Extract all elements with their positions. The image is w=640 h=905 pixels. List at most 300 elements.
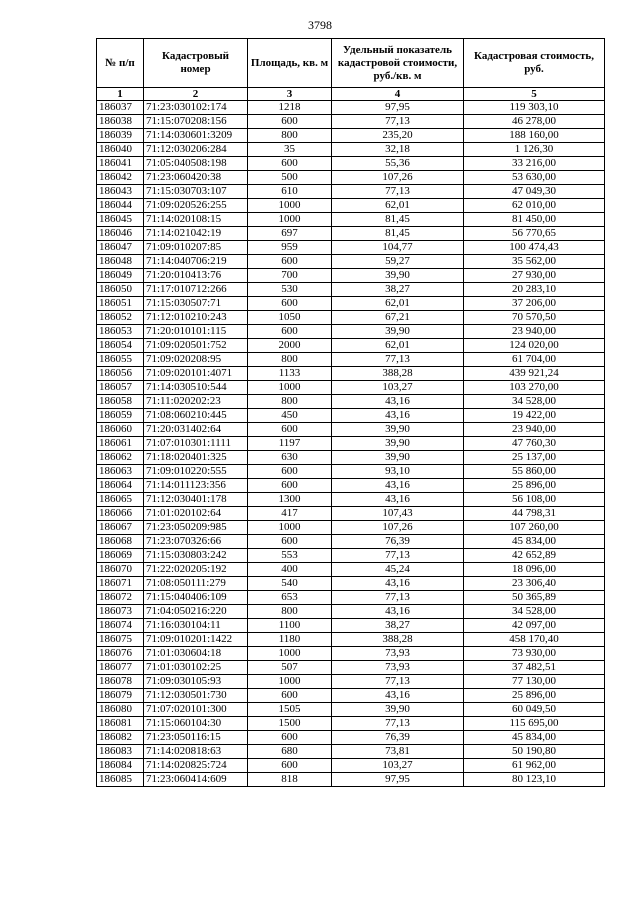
cell-cadastral-value: 25 896,00 (464, 479, 605, 493)
cell-cadastral-value: 46 278,00 (464, 115, 605, 129)
cell-cadastral-value: 188 160,00 (464, 129, 605, 143)
cell-row-number: 186076 (97, 647, 144, 661)
cell-row-number: 186079 (97, 689, 144, 703)
cell-cadastral-number: 71:07:020101:300 (144, 703, 248, 717)
cell-unit-rate: 77,13 (332, 353, 464, 367)
cell-cadastral-value: 20 283,10 (464, 283, 605, 297)
table-row (97, 157, 605, 171)
column-number: 1 (97, 88, 144, 101)
cell-area: 1000 (248, 521, 332, 535)
cell-unit-rate: 43,16 (332, 409, 464, 423)
table-row (97, 185, 605, 199)
cell-area: 800 (248, 129, 332, 143)
cell-cadastral-number: 71:12:030501:730 (144, 689, 248, 703)
cell-cadastral-number: 71:23:050116:15 (144, 731, 248, 745)
cell-cadastral-value: 73 930,00 (464, 647, 605, 661)
cell-row-number: 186041 (97, 157, 144, 171)
cell-unit-rate: 97,95 (332, 101, 464, 115)
cell-unit-rate: 73,93 (332, 647, 464, 661)
cell-cadastral-value: 439 921,24 (464, 367, 605, 381)
table-row (97, 283, 605, 297)
cell-unit-rate: 93,10 (332, 465, 464, 479)
cell-area: 630 (248, 451, 332, 465)
cell-unit-rate: 235,20 (332, 129, 464, 143)
cell-row-number: 186054 (97, 339, 144, 353)
cell-area: 600 (248, 325, 332, 339)
cell-cadastral-number: 71:15:030703:107 (144, 185, 248, 199)
cell-row-number: 186085 (97, 773, 144, 787)
cell-unit-rate: 77,13 (332, 185, 464, 199)
cell-cadastral-number: 71:12:010210:243 (144, 311, 248, 325)
cell-cadastral-number: 71:09:010207:85 (144, 241, 248, 255)
table-row (97, 143, 605, 157)
cell-cadastral-number: 71:15:030507:71 (144, 297, 248, 311)
page-number: 3798 (308, 18, 332, 32)
cell-cadastral-number: 71:12:030401:178 (144, 493, 248, 507)
cell-row-number: 186037 (97, 101, 144, 115)
cell-row-number: 186071 (97, 577, 144, 591)
cell-row-number: 186075 (97, 633, 144, 647)
header-area: Площадь, кв. м (248, 39, 332, 88)
cell-cadastral-value: 37 482,51 (464, 661, 605, 675)
cell-area: 800 (248, 605, 332, 619)
cell-cadastral-value: 23 940,00 (464, 423, 605, 437)
cell-area: 553 (248, 549, 332, 563)
cell-unit-rate: 81,45 (332, 227, 464, 241)
cell-row-number: 186070 (97, 563, 144, 577)
cell-area: 600 (248, 115, 332, 129)
cell-cadastral-value: 18 096,00 (464, 563, 605, 577)
cell-cadastral-value: 37 206,00 (464, 297, 605, 311)
cell-area: 653 (248, 591, 332, 605)
table-row (97, 479, 605, 493)
cell-cadastral-number: 71:14:040706:219 (144, 255, 248, 269)
cell-cadastral-number: 71:12:030206:284 (144, 143, 248, 157)
cell-row-number: 186044 (97, 199, 144, 213)
cell-unit-rate: 67,21 (332, 311, 464, 325)
cell-unit-rate: 388,28 (332, 367, 464, 381)
cell-row-number: 186059 (97, 409, 144, 423)
cell-cadastral-number: 71:09:020526:255 (144, 199, 248, 213)
cell-row-number: 186073 (97, 605, 144, 619)
cell-cadastral-number: 71:14:030510:544 (144, 381, 248, 395)
cell-area: 1505 (248, 703, 332, 717)
table-row (97, 199, 605, 213)
cell-cadastral-number: 71:17:010712:266 (144, 283, 248, 297)
table-row (97, 563, 605, 577)
cell-cadastral-number: 71:09:020501:752 (144, 339, 248, 353)
table-row (97, 661, 605, 675)
cell-row-number: 186052 (97, 311, 144, 325)
cell-cadastral-number: 71:14:011123:356 (144, 479, 248, 493)
cell-unit-rate: 43,16 (332, 395, 464, 409)
cell-cadastral-value: 55 860,00 (464, 465, 605, 479)
cell-cadastral-value: 50 365,89 (464, 591, 605, 605)
cell-area: 1000 (248, 199, 332, 213)
header-cadastral-value: Кадастровая стоимость, руб. (464, 39, 605, 88)
cell-cadastral-value: 34 528,00 (464, 395, 605, 409)
cell-area: 600 (248, 423, 332, 437)
cell-row-number: 186056 (97, 367, 144, 381)
cell-area: 600 (248, 157, 332, 171)
table-row (97, 521, 605, 535)
cell-area: 500 (248, 171, 332, 185)
table-row (97, 171, 605, 185)
table-row (97, 311, 605, 325)
cell-cadastral-number: 71:23:060414:609 (144, 773, 248, 787)
table-row (97, 745, 605, 759)
cell-cadastral-value: 1 126,30 (464, 143, 605, 157)
cell-cadastral-value: 25 896,00 (464, 689, 605, 703)
cell-cadastral-value: 23 940,00 (464, 325, 605, 339)
cell-area: 600 (248, 297, 332, 311)
cell-row-number: 186046 (97, 227, 144, 241)
cell-row-number: 186053 (97, 325, 144, 339)
cell-area: 1180 (248, 633, 332, 647)
table-row (97, 605, 605, 619)
cell-area: 35 (248, 143, 332, 157)
cell-unit-rate: 103,27 (332, 759, 464, 773)
cell-cadastral-number: 71:15:030803:242 (144, 549, 248, 563)
cell-cadastral-number: 71:14:020108:15 (144, 213, 248, 227)
cell-cadastral-number: 71:20:010413:76 (144, 269, 248, 283)
cell-unit-rate: 43,16 (332, 577, 464, 591)
cell-cadastral-value: 47 049,30 (464, 185, 605, 199)
cell-area: 450 (248, 409, 332, 423)
table-row (97, 255, 605, 269)
table-row (97, 115, 605, 129)
cell-unit-rate: 107,26 (332, 171, 464, 185)
table-row (97, 325, 605, 339)
cell-cadastral-number: 71:07:010301:1111 (144, 437, 248, 451)
column-number: 2 (144, 88, 248, 101)
cell-area: 800 (248, 353, 332, 367)
cell-row-number: 186067 (97, 521, 144, 535)
cell-cadastral-value: 23 306,40 (464, 577, 605, 591)
cell-cadastral-value: 56 108,00 (464, 493, 605, 507)
cell-cadastral-value: 119 303,10 (464, 101, 605, 115)
cell-unit-rate: 81,45 (332, 213, 464, 227)
table-row (97, 773, 605, 787)
cell-row-number: 186082 (97, 731, 144, 745)
cell-cadastral-value: 53 630,00 (464, 171, 605, 185)
cell-cadastral-value: 70 570,50 (464, 311, 605, 325)
table-row (97, 423, 605, 437)
column-number: 4 (332, 88, 464, 101)
cell-area: 600 (248, 731, 332, 745)
cell-row-number: 186080 (97, 703, 144, 717)
table-body (97, 101, 605, 787)
cell-row-number: 186069 (97, 549, 144, 563)
cell-unit-rate: 45,24 (332, 563, 464, 577)
cell-unit-rate: 39,90 (332, 423, 464, 437)
cell-cadastral-value: 80 123,10 (464, 773, 605, 787)
column-number: 5 (464, 88, 605, 101)
cell-cadastral-number: 71:14:030601:3209 (144, 129, 248, 143)
cell-cadastral-number: 71:23:060420:38 (144, 171, 248, 185)
cell-area: 818 (248, 773, 332, 787)
cell-row-number: 186083 (97, 745, 144, 759)
cell-unit-rate: 39,90 (332, 325, 464, 339)
cell-area: 540 (248, 577, 332, 591)
cell-cadastral-number: 71:16:030104:11 (144, 619, 248, 633)
cell-unit-rate: 32,18 (332, 143, 464, 157)
cell-area: 1000 (248, 647, 332, 661)
cell-cadastral-number: 71:08:050111:279 (144, 577, 248, 591)
cell-area: 1500 (248, 717, 332, 731)
cell-cadastral-value: 62 010,00 (464, 199, 605, 213)
cell-cadastral-number: 71:11:020202:23 (144, 395, 248, 409)
cell-area: 1100 (248, 619, 332, 633)
cell-cadastral-value: 56 770,65 (464, 227, 605, 241)
table-row (97, 675, 605, 689)
cell-unit-rate: 43,16 (332, 605, 464, 619)
table-row (97, 535, 605, 549)
cell-unit-rate: 76,39 (332, 535, 464, 549)
table-row (97, 619, 605, 633)
cell-cadastral-value: 50 190,80 (464, 745, 605, 759)
cell-area: 600 (248, 759, 332, 773)
cell-row-number: 186077 (97, 661, 144, 675)
table-row (97, 409, 605, 423)
cell-unit-rate: 107,43 (332, 507, 464, 521)
cell-cadastral-number: 71:23:030102:174 (144, 101, 248, 115)
cell-row-number: 186058 (97, 395, 144, 409)
cell-area: 600 (248, 255, 332, 269)
cell-unit-rate: 38,27 (332, 283, 464, 297)
cell-cadastral-value: 19 422,00 (464, 409, 605, 423)
cell-area: 697 (248, 227, 332, 241)
cell-area: 700 (248, 269, 332, 283)
cell-area: 600 (248, 689, 332, 703)
cell-cadastral-value: 34 528,00 (464, 605, 605, 619)
cell-cadastral-number: 71:15:070208:156 (144, 115, 248, 129)
cell-row-number: 186065 (97, 493, 144, 507)
table-row (97, 269, 605, 283)
cell-area: 600 (248, 535, 332, 549)
cell-cadastral-number: 71:23:070326:66 (144, 535, 248, 549)
cell-row-number: 186047 (97, 241, 144, 255)
cell-cadastral-number: 71:14:021042:19 (144, 227, 248, 241)
cell-unit-rate: 62,01 (332, 339, 464, 353)
table-row (97, 353, 605, 367)
cell-unit-rate: 39,90 (332, 703, 464, 717)
cadastral-value-table (96, 38, 605, 787)
cell-cadastral-number: 71:14:020818:63 (144, 745, 248, 759)
table-row (97, 395, 605, 409)
cell-row-number: 186063 (97, 465, 144, 479)
cell-row-number: 186048 (97, 255, 144, 269)
cell-cadastral-value: 458 170,40 (464, 633, 605, 647)
cell-cadastral-value: 100 474,43 (464, 241, 605, 255)
cell-unit-rate: 77,13 (332, 717, 464, 731)
cell-cadastral-value: 77 130,00 (464, 675, 605, 689)
cell-row-number: 186081 (97, 717, 144, 731)
cell-unit-rate: 55,36 (332, 157, 464, 171)
cell-cadastral-value: 47 760,30 (464, 437, 605, 451)
cell-cadastral-value: 27 930,00 (464, 269, 605, 283)
cell-area: 1300 (248, 493, 332, 507)
cell-row-number: 186072 (97, 591, 144, 605)
cell-cadastral-value: 81 450,00 (464, 213, 605, 227)
cell-cadastral-number: 71:09:010220:555 (144, 465, 248, 479)
table-row (97, 451, 605, 465)
cell-cadastral-number: 71:09:020208:95 (144, 353, 248, 367)
table-row (97, 213, 605, 227)
table-row (97, 507, 605, 521)
cell-area: 530 (248, 283, 332, 297)
cell-cadastral-number: 71:09:030105:93 (144, 675, 248, 689)
cell-cadastral-number: 71:14:020825:724 (144, 759, 248, 773)
cell-area: 600 (248, 465, 332, 479)
cell-row-number: 186043 (97, 185, 144, 199)
column-number: 3 (248, 88, 332, 101)
cell-row-number: 186064 (97, 479, 144, 493)
cell-cadastral-value: 33 216,00 (464, 157, 605, 171)
header-row-number: № п/п (97, 39, 144, 88)
cell-cadastral-value: 45 834,00 (464, 731, 605, 745)
cell-area: 2000 (248, 339, 332, 353)
cell-cadastral-number: 71:20:010101:115 (144, 325, 248, 339)
table-row (97, 339, 605, 353)
cell-unit-rate: 43,16 (332, 479, 464, 493)
table-row (97, 731, 605, 745)
cell-unit-rate: 107,26 (332, 521, 464, 535)
cell-cadastral-number: 71:20:031402:64 (144, 423, 248, 437)
cell-cadastral-value: 45 834,00 (464, 535, 605, 549)
cell-cadastral-number: 71:22:020205:192 (144, 563, 248, 577)
cell-area: 959 (248, 241, 332, 255)
cell-cadastral-number: 71:23:050209:985 (144, 521, 248, 535)
cell-unit-rate: 43,16 (332, 689, 464, 703)
cell-cadastral-value: 25 137,00 (464, 451, 605, 465)
cell-area: 680 (248, 745, 332, 759)
cell-row-number: 186074 (97, 619, 144, 633)
table-column-numbers-row (97, 88, 605, 101)
table-row (97, 493, 605, 507)
cell-unit-rate: 103,27 (332, 381, 464, 395)
cell-unit-rate: 73,81 (332, 745, 464, 759)
table-row (97, 129, 605, 143)
table-row (97, 381, 605, 395)
cell-area: 1218 (248, 101, 332, 115)
cell-row-number: 186060 (97, 423, 144, 437)
cell-row-number: 186078 (97, 675, 144, 689)
cell-row-number: 186062 (97, 451, 144, 465)
cell-unit-rate: 97,95 (332, 773, 464, 787)
cell-cadastral-value: 103 270,00 (464, 381, 605, 395)
cell-cadastral-number: 71:15:040406:109 (144, 591, 248, 605)
cell-unit-rate: 62,01 (332, 199, 464, 213)
header-unit-rate: Удельный показатель кадастровой стоимости, руб./кв. м (332, 39, 464, 88)
cell-cadastral-value: 107 260,00 (464, 521, 605, 535)
cell-unit-rate: 77,13 (332, 549, 464, 563)
cell-unit-rate: 62,01 (332, 297, 464, 311)
cell-unit-rate: 104,77 (332, 241, 464, 255)
header-cadastral-number: Кадастровый номер (144, 39, 248, 88)
cell-row-number: 186050 (97, 283, 144, 297)
cell-row-number: 186066 (97, 507, 144, 521)
cell-area: 1000 (248, 381, 332, 395)
cell-area: 610 (248, 185, 332, 199)
cell-unit-rate: 77,13 (332, 115, 464, 129)
cell-cadastral-number: 71:05:040508:198 (144, 157, 248, 171)
cell-cadastral-number: 71:01:030102:25 (144, 661, 248, 675)
cell-cadastral-value: 35 562,00 (464, 255, 605, 269)
cell-unit-rate: 39,90 (332, 451, 464, 465)
cell-area: 800 (248, 395, 332, 409)
cell-row-number: 186051 (97, 297, 144, 311)
cell-cadastral-value: 42 652,89 (464, 549, 605, 563)
cell-cadastral-value: 124 020,00 (464, 339, 605, 353)
cell-area: 1000 (248, 213, 332, 227)
table-row (97, 759, 605, 773)
table-row (97, 227, 605, 241)
cell-area: 507 (248, 661, 332, 675)
cell-area: 400 (248, 563, 332, 577)
cell-unit-rate: 38,27 (332, 619, 464, 633)
cell-cadastral-number: 71:09:010201:1422 (144, 633, 248, 647)
table-row (97, 703, 605, 717)
cell-area: 1197 (248, 437, 332, 451)
cell-unit-rate: 73,93 (332, 661, 464, 675)
cell-cadastral-number: 71:01:030604:18 (144, 647, 248, 661)
cell-row-number: 186084 (97, 759, 144, 773)
cell-cadastral-number: 71:15:060104:30 (144, 717, 248, 731)
cell-cadastral-number: 71:04:050216:220 (144, 605, 248, 619)
cell-unit-rate: 43,16 (332, 493, 464, 507)
cell-unit-rate: 39,90 (332, 269, 464, 283)
table-row (97, 297, 605, 311)
table-row (97, 465, 605, 479)
cell-cadastral-value: 60 049,50 (464, 703, 605, 717)
table-row (97, 689, 605, 703)
table-row (97, 577, 605, 591)
cell-area: 417 (248, 507, 332, 521)
cell-cadastral-value: 61 704,00 (464, 353, 605, 367)
cell-area: 1133 (248, 367, 332, 381)
cell-cadastral-number: 71:01:020102:64 (144, 507, 248, 521)
table-row (97, 717, 605, 731)
cell-unit-rate: 59,27 (332, 255, 464, 269)
cell-unit-rate: 388,28 (332, 633, 464, 647)
cell-unit-rate: 39,90 (332, 437, 464, 451)
table-row (97, 437, 605, 451)
cell-row-number: 186038 (97, 115, 144, 129)
cell-cadastral-number: 71:08:060210:445 (144, 409, 248, 423)
cell-cadastral-number: 71:18:020401:325 (144, 451, 248, 465)
table-header-row (97, 39, 605, 88)
cell-row-number: 186068 (97, 535, 144, 549)
table-row (97, 549, 605, 563)
cell-area: 600 (248, 479, 332, 493)
cell-cadastral-number: 71:09:020101:4071 (144, 367, 248, 381)
cell-unit-rate: 77,13 (332, 675, 464, 689)
cell-cadastral-value: 42 097,00 (464, 619, 605, 633)
cell-row-number: 186040 (97, 143, 144, 157)
cell-area: 1050 (248, 311, 332, 325)
cell-unit-rate: 77,13 (332, 591, 464, 605)
table-row (97, 241, 605, 255)
table-row (97, 591, 605, 605)
cell-row-number: 186055 (97, 353, 144, 367)
table-row (97, 367, 605, 381)
cell-area: 1000 (248, 675, 332, 689)
cell-row-number: 186057 (97, 381, 144, 395)
cell-row-number: 186039 (97, 129, 144, 143)
table-row (97, 647, 605, 661)
table-row (97, 633, 605, 647)
